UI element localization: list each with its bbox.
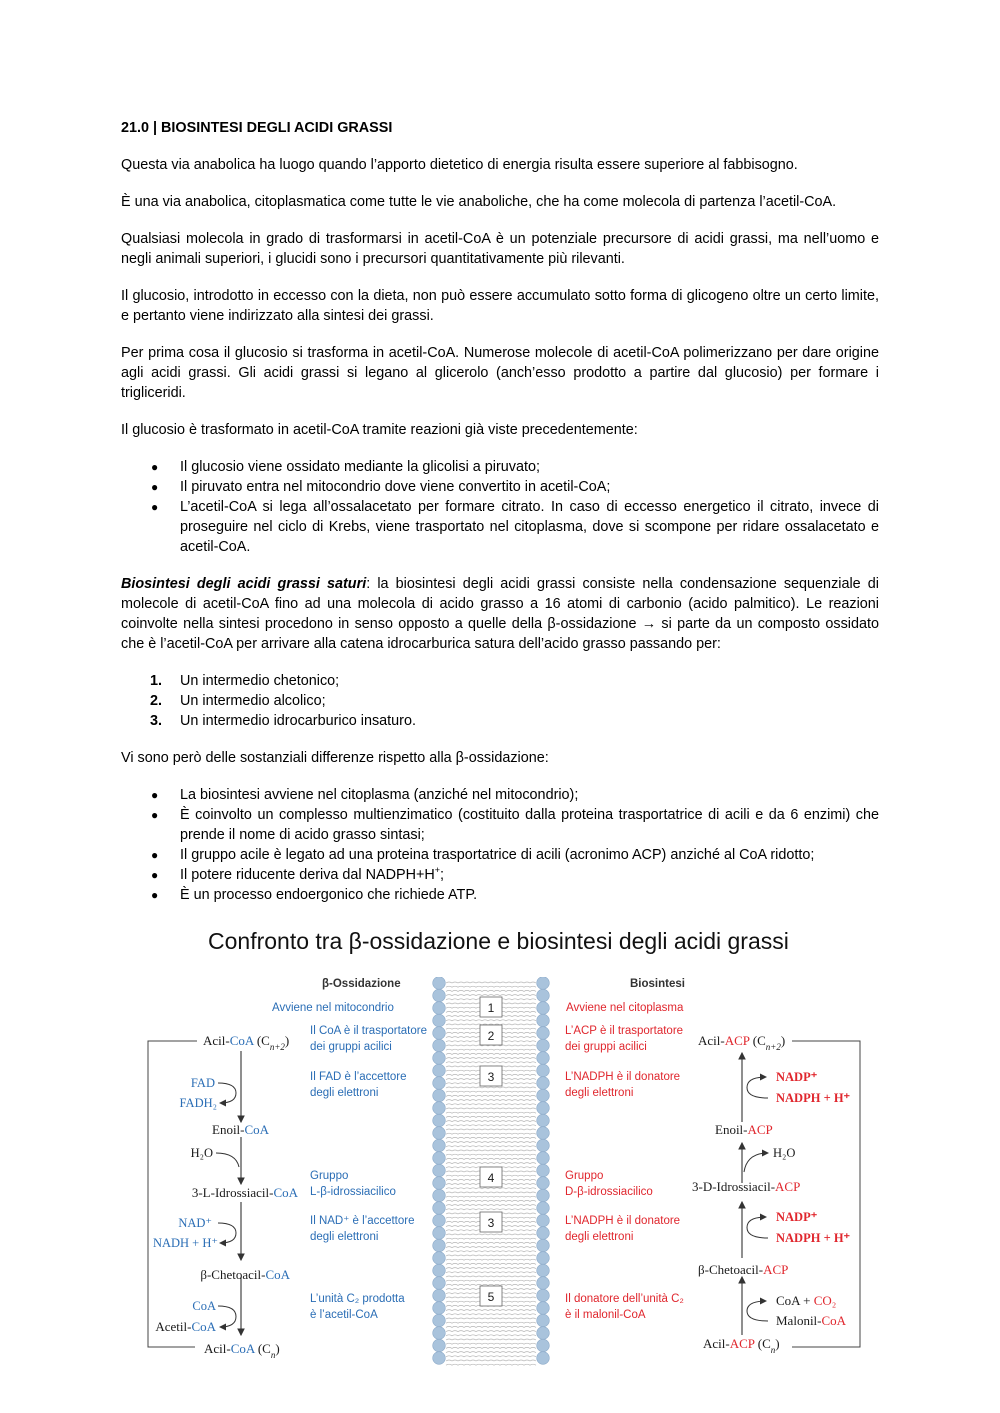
left-note: Il NAD⁺ è l’accettore xyxy=(310,1215,415,1227)
lipid-tail xyxy=(446,1142,536,1143)
nadp-label: NADP⁺ xyxy=(776,1070,818,1084)
compound-part: Acil- xyxy=(203,1033,230,1048)
lipid-tail xyxy=(446,1020,536,1021)
lipid-head xyxy=(433,989,446,1002)
lipid-head xyxy=(537,1052,550,1065)
compound-part: CoA xyxy=(821,1313,847,1328)
lipid-head xyxy=(537,1114,550,1127)
fadh2-label: FADH₂ xyxy=(179,1096,217,1110)
right-enoil xyxy=(715,1122,773,1137)
lipid-head xyxy=(433,1014,446,1027)
left-chetoacil xyxy=(200,1267,290,1282)
compound-part: 3-D-Idrossiacil- xyxy=(692,1179,776,1194)
lipid-tail xyxy=(446,1364,536,1365)
lipid-head xyxy=(433,1239,446,1252)
lipid-head xyxy=(433,1289,446,1302)
lipid-head xyxy=(433,1164,446,1177)
lipid-head xyxy=(433,1102,446,1115)
lipid-head xyxy=(537,1202,550,1215)
lipid-tail xyxy=(446,1280,536,1281)
figure-title: Confronto tra β-ossidazione e biosintesi degli acidi grassi xyxy=(208,928,789,954)
lipid-head xyxy=(433,1352,446,1365)
compound-part: ) xyxy=(275,1341,280,1356)
lipid-head xyxy=(433,1052,446,1065)
left-note: dei gruppi acilici xyxy=(310,1041,392,1053)
lipid-head xyxy=(537,1039,550,1052)
bullet-icon: ● xyxy=(151,788,159,802)
compound-part: Malonil- xyxy=(776,1313,822,1328)
lipid-head xyxy=(537,1077,550,1090)
section-title: 21.0 | BIOSINTESI DEGLI ACIDI GRASSI xyxy=(121,120,393,136)
bullet-icon: ● xyxy=(151,888,159,902)
lipid-tail xyxy=(446,1263,536,1264)
paragraph: Biosintesi degli acidi grassi saturi: la biosintesi degli acidi grassi consiste nella condensazione sequenziale di molecole di acetil-CoA fino ad una molecola di acido grasso a 16 atomi di carbonio (acido palmitico). Le reazioni coinvolte nella sintesi procedono in senso opposto a quelle della β-ossidazione → si parte da un composto ossidato che è l’acetil-CoA per arrivare alla catena idrocarburica satura dell’acido grasso passando per: xyxy=(121,576,879,652)
compound-part: β-Chetoacil- xyxy=(200,1267,266,1282)
lipid-head xyxy=(537,1164,550,1177)
right-acil-top xyxy=(698,1033,785,1052)
left-note: L-β-idrossiacilico xyxy=(310,1186,396,1198)
lipid-tail xyxy=(446,982,536,983)
compound-part: n+2 xyxy=(269,1042,285,1052)
lipid-head xyxy=(537,1139,550,1152)
lipid-tail xyxy=(446,1347,536,1348)
right-note: L’ACP è il trasportatore xyxy=(565,1025,684,1037)
lipid-tail xyxy=(446,1343,536,1344)
lipid-head xyxy=(433,1252,446,1265)
right-note: degli elettroni xyxy=(565,1087,634,1099)
left-note: Gruppo xyxy=(310,1170,349,1182)
lipid-head xyxy=(433,977,446,989)
list-item: ● È un processo endoergonico che richiede ATP. xyxy=(151,887,478,903)
list-item: ● L’acetil-CoA si lega all’ossalacetato per formare citrato. In caso di eccesso energetico il citrato, invece di proseguire nel ciclo di Krebs, viene trasportato nel citoplasma, dove si scompone per ridare ossalacetato e acetil-CoA. xyxy=(151,499,879,555)
lipid-head xyxy=(433,1152,446,1165)
right-note: Il donatore dell’unità C₂ xyxy=(565,1293,684,1305)
lipid-tail xyxy=(446,1272,536,1273)
paragraph: Il glucosio è trasformato in acetil-CoA tramite reazioni già viste precedentemente: xyxy=(121,422,638,438)
cofactor-arrow xyxy=(747,1301,768,1321)
lipid-head xyxy=(433,1327,446,1340)
left-note: Il FAD è l’accettore xyxy=(310,1071,407,1083)
lipid-head xyxy=(433,1077,446,1090)
lipid-tail xyxy=(446,1192,536,1193)
lipid-tail xyxy=(446,1322,536,1323)
lipid-head xyxy=(537,1264,550,1277)
lipid-tail xyxy=(446,1146,536,1147)
lipid-tail xyxy=(446,1154,536,1155)
coa-co2-label xyxy=(776,1293,836,1308)
lipid-tail xyxy=(446,1087,536,1088)
cofactor-arrow xyxy=(218,1083,236,1103)
left-location: Avviene nel mitocondrio xyxy=(272,1002,394,1014)
list-item: ● È coinvolto un complesso multienzimatico (costituito dalla proteina trasportatrice di acili e da 6 enzimi) che prende il nome di acido grasso sintasi; xyxy=(151,807,879,843)
lipid-head xyxy=(433,1064,446,1077)
right-note: Gruppo xyxy=(565,1170,604,1182)
lipid-tail xyxy=(446,1158,536,1159)
lipid-tail xyxy=(446,1150,536,1151)
left-acil-top xyxy=(203,1033,289,1052)
lipid-tail xyxy=(446,1331,536,1332)
lipid-tail xyxy=(446,1259,536,1260)
lipid-head xyxy=(537,977,550,989)
compound-part: Acil- xyxy=(698,1033,725,1048)
right-note: D-β-idrossiacilico xyxy=(565,1186,653,1198)
lipid-tail xyxy=(446,1062,536,1063)
lipid-tail xyxy=(446,1255,536,1256)
compound-part: ) xyxy=(284,1033,290,1048)
lipid-tail xyxy=(446,1247,536,1248)
nad-label: NAD⁺ xyxy=(178,1216,212,1230)
lipid-tail xyxy=(446,1356,536,1357)
lipid-tail xyxy=(446,1125,536,1126)
lipid-head xyxy=(433,1314,446,1327)
compound-part: CoA xyxy=(191,1319,216,1334)
lipid-head xyxy=(537,1339,550,1352)
compound-part: n xyxy=(770,1345,776,1355)
lipid-head xyxy=(537,1064,550,1077)
cofactor-arrow xyxy=(747,1077,768,1098)
lipid-head xyxy=(537,1089,550,1102)
compound-part: ACP xyxy=(729,1336,755,1351)
compound-part: (C xyxy=(754,1336,771,1351)
nadh-label: NADH + H⁺ xyxy=(152,1236,218,1250)
h2o-label: H₂O xyxy=(190,1146,213,1160)
list-item: ● La biosintesi avviene nel citoplasma (anziché nel mitocondrio); xyxy=(151,787,579,803)
bullet-icon: ● xyxy=(151,848,159,862)
left-note: L’unità C₂ prodotta xyxy=(310,1293,405,1305)
lipid-head xyxy=(433,1114,446,1127)
compound-part: (C xyxy=(254,1341,271,1356)
right-note: dei gruppi acilici xyxy=(565,1041,647,1053)
paragraph-lead: Biosintesi degli acidi grassi saturi xyxy=(121,576,367,592)
right-malonil xyxy=(776,1313,847,1328)
lipid-head xyxy=(537,1314,550,1327)
lipid-head xyxy=(537,1189,550,1202)
lipid-head xyxy=(537,1177,550,1190)
lipid-tail xyxy=(446,995,536,996)
left-note: degli elettroni xyxy=(310,1087,379,1099)
nadp-label: NADP⁺ xyxy=(776,1210,818,1224)
lipid-head xyxy=(537,1239,550,1252)
lipid-head xyxy=(433,1027,446,1040)
compound-part: CoA xyxy=(265,1267,290,1282)
lipid-tail xyxy=(446,1318,536,1319)
cofactor-arrow xyxy=(218,1306,236,1327)
lipid-tail xyxy=(446,1276,536,1277)
compound-part: (C xyxy=(253,1033,270,1048)
bullet-list-differences xyxy=(121,785,879,905)
right-idrossiacil xyxy=(692,1179,800,1194)
left-idrossiacil xyxy=(192,1185,299,1200)
compound-part: CoA + xyxy=(776,1293,814,1308)
lipid-head xyxy=(537,1352,550,1365)
compound-part: n+2 xyxy=(765,1042,781,1052)
compound-part: ) xyxy=(780,1033,786,1048)
lipid-head xyxy=(433,1002,446,1015)
compound-part: ACP xyxy=(724,1033,750,1048)
comparison-figure xyxy=(140,925,870,1375)
lipid-tail xyxy=(446,1049,536,1050)
lipid-tail xyxy=(446,1058,536,1059)
compound-part: Acil- xyxy=(703,1336,730,1351)
lipid-tail xyxy=(446,1129,536,1130)
lipid-tail xyxy=(446,1205,536,1206)
right-note: L’NADPH è il donatore xyxy=(565,1071,681,1083)
lipid-head xyxy=(433,1039,446,1052)
paragraph: Vi sono però delle sostanziali differenze rispetto alla β-ossidazione: xyxy=(121,750,549,766)
cofactor-arrow xyxy=(218,1223,236,1243)
lipid-tail xyxy=(446,1242,536,1243)
lipid-tail xyxy=(446,1335,536,1336)
compound-part: ACP xyxy=(747,1122,773,1137)
lipid-head xyxy=(537,1327,550,1340)
lipid-tail xyxy=(446,1095,536,1096)
lipid-tail xyxy=(446,1360,536,1361)
lipid-head xyxy=(433,1127,446,1140)
step-number: 1 xyxy=(487,1001,495,1015)
paragraph: Qualsiasi molecola in grado di trasformarsi in acetil-CoA è un potenziale precursore di acidi grassi, ma nell’uomo e negli animali superiori, i glucidi sono i precursori quantitativamente più rilevanti. xyxy=(121,231,879,267)
cycle-line xyxy=(148,1041,197,1347)
compound-part: CO₂ xyxy=(813,1293,837,1308)
lipid-tail xyxy=(446,990,536,991)
list-item: ● Il gruppo acile è legato ad una proteina trasportatrice di acili (acronimo ACP) anziché al CoA ridotto; xyxy=(151,847,815,863)
lipid-tail xyxy=(446,1121,536,1122)
compound-part: ACP xyxy=(775,1179,801,1194)
compound-part: Acetil- xyxy=(155,1319,192,1334)
step-number: 4 xyxy=(487,1171,495,1185)
fad-label: FAD xyxy=(190,1076,215,1090)
lipid-head xyxy=(433,1177,446,1190)
list-item: 2. Un intermedio alcolico; xyxy=(150,693,326,709)
lipid-head xyxy=(433,1339,446,1352)
left-acil-bottom xyxy=(204,1341,280,1360)
h2o-label: H₂O xyxy=(773,1146,796,1160)
compound-part: CoA xyxy=(244,1122,270,1137)
step-number: 3 xyxy=(487,1070,495,1084)
lipid-tail xyxy=(446,1268,536,1269)
lipid-head xyxy=(537,1302,550,1315)
left-enoil xyxy=(212,1122,270,1137)
lipid-head xyxy=(537,1027,550,1040)
compound-part: 3-L-Idrossiacil- xyxy=(191,1185,274,1200)
right-acil-bottom xyxy=(703,1336,780,1355)
right-header: Biosintesi xyxy=(630,978,685,990)
lipid-head xyxy=(537,1277,550,1290)
nadph-label: NADPH + H⁺ xyxy=(776,1231,851,1245)
lipid-head xyxy=(537,1252,550,1265)
left-note: degli elettroni xyxy=(310,1231,379,1243)
bullet-list-glucose xyxy=(121,457,879,557)
paragraph: Per prima cosa il glucosio si trasforma in acetil-CoA. Numerose molecole di acetil-CoA polimerizzano per dare origine agli acidi grassi. Gli acidi grassi si legano al glicerolo (anch’esso prodotto a partire dal glucosio) per formare i trigliceridi. xyxy=(121,345,879,401)
bullet-icon: ● xyxy=(151,480,159,494)
lipid-head xyxy=(537,1152,550,1165)
list-item: ● Il piruvato entra nel mitocondrio dove viene convertito in acetil-CoA; xyxy=(151,479,611,495)
lipid-head xyxy=(537,1102,550,1115)
lipid-tail xyxy=(446,1234,536,1235)
lipid-head xyxy=(433,1202,446,1215)
nadph-label: NADPH + H⁺ xyxy=(776,1091,851,1105)
left-note: è l’acetil-CoA xyxy=(310,1309,378,1321)
lipid-tail xyxy=(446,1053,536,1054)
compound-part: CoA xyxy=(229,1033,254,1048)
list-item: ● Il potere riducente deriva dal NADPH+H+; xyxy=(151,865,445,883)
lipid-head xyxy=(537,1002,550,1015)
cofactor-arrow xyxy=(747,1217,768,1238)
lipid-tail xyxy=(446,1238,536,1239)
lipid-head xyxy=(433,1227,446,1240)
lipid-head xyxy=(537,1289,550,1302)
paragraph: Il glucosio, introdotto in eccesso con la dieta, non può essere accumulato sotto forma di glicogeno oltre un certo limite, e pertanto viene indirizzato alla sintesi dei grassi. xyxy=(121,288,879,324)
left-acetil xyxy=(155,1319,216,1334)
lipid-tail xyxy=(446,1352,536,1353)
lipid-head xyxy=(537,1227,550,1240)
lipid-head xyxy=(433,1277,446,1290)
bullet-icon: ● xyxy=(151,460,159,474)
paragraph: È una via anabolica, citoplasmatica come tutte le vie anaboliche, che ha come molecola di partenza l’acetil-CoA. xyxy=(121,194,837,210)
list-item: ● Il glucosio viene ossidato mediante la glicolisi a piruvato; xyxy=(151,459,540,475)
document-page xyxy=(121,118,879,922)
lipid-tail xyxy=(446,1116,536,1117)
lipid-tail xyxy=(446,1314,536,1315)
lipid-tail xyxy=(446,1112,536,1113)
lipid-head xyxy=(537,989,550,1002)
compound-part: ) xyxy=(775,1336,780,1351)
bullet-icon: ● xyxy=(151,808,159,822)
right-note: è il malonil-CoA xyxy=(565,1309,646,1321)
paragraph: Questa via anabolica ha luogo quando l’apporto dietetico di energia risulta essere superiore al fabbisogno. xyxy=(121,157,798,173)
list-item: 3. Un intermedio idrocarburico insaturo. xyxy=(150,713,416,729)
lipid-tail xyxy=(446,1339,536,1340)
step-number: 2 xyxy=(487,1029,495,1043)
right-chetoacil xyxy=(698,1262,788,1277)
lipid-tail xyxy=(446,1091,536,1092)
bullet-icon: ● xyxy=(151,868,159,882)
lipid-tail xyxy=(446,1104,536,1105)
lipid-tail xyxy=(446,1284,536,1285)
lipid-head xyxy=(537,1214,550,1227)
right-location: Avviene nel citoplasma xyxy=(566,1002,684,1014)
lipid-tail xyxy=(446,1251,536,1252)
list-item: 1. Un intermedio chetonico; xyxy=(150,673,340,689)
lipid-tail xyxy=(446,1209,536,1210)
lipid-head xyxy=(537,1014,550,1027)
lipid-head xyxy=(433,1214,446,1227)
comparison-diagram xyxy=(140,977,870,1375)
compound-part: ACP xyxy=(763,1262,789,1277)
compound-part: Enoil- xyxy=(715,1122,748,1137)
lipid-tail xyxy=(446,1100,536,1101)
compound-part: CoA xyxy=(273,1185,298,1200)
lipid-head xyxy=(433,1264,446,1277)
lipid-tail xyxy=(446,1108,536,1109)
lipid-head xyxy=(433,1089,446,1102)
lipid-tail xyxy=(446,1163,536,1164)
step-number: 5 xyxy=(487,1290,495,1304)
compound-part: n xyxy=(270,1350,276,1360)
lipid-tail xyxy=(446,1188,536,1189)
right-note: degli elettroni xyxy=(565,1231,634,1243)
bullet-icon: ● xyxy=(151,500,159,514)
left-note: Il CoA è il trasportatore xyxy=(310,1025,427,1037)
step-number: 3 xyxy=(487,1216,495,1230)
lipid-tail xyxy=(446,986,536,987)
lipid-tail xyxy=(446,1326,536,1327)
lipid-tail xyxy=(446,1200,536,1201)
compound-part: (C xyxy=(749,1033,766,1048)
lipid-tail xyxy=(446,1310,536,1311)
coa-label: CoA xyxy=(192,1299,216,1313)
numbered-list xyxy=(121,671,879,731)
lipid-head xyxy=(537,1127,550,1140)
lipid-head xyxy=(433,1302,446,1315)
lipid-head xyxy=(433,1139,446,1152)
lipid-head xyxy=(433,1189,446,1202)
right-note: L’NADPH è il donatore xyxy=(565,1215,681,1227)
compound-part: β-Chetoacil- xyxy=(698,1262,764,1277)
compound-part: Acil- xyxy=(204,1341,231,1356)
lipid-tail xyxy=(446,1133,536,1134)
lipid-tail xyxy=(446,1196,536,1197)
left-header: β-Ossidazione xyxy=(322,978,401,990)
cofactor-arrow xyxy=(216,1153,239,1167)
lipid-tail xyxy=(446,1137,536,1138)
compound-part: Enoil- xyxy=(212,1122,245,1137)
cofactor-arrow xyxy=(744,1153,768,1172)
compound-part: CoA xyxy=(230,1341,255,1356)
